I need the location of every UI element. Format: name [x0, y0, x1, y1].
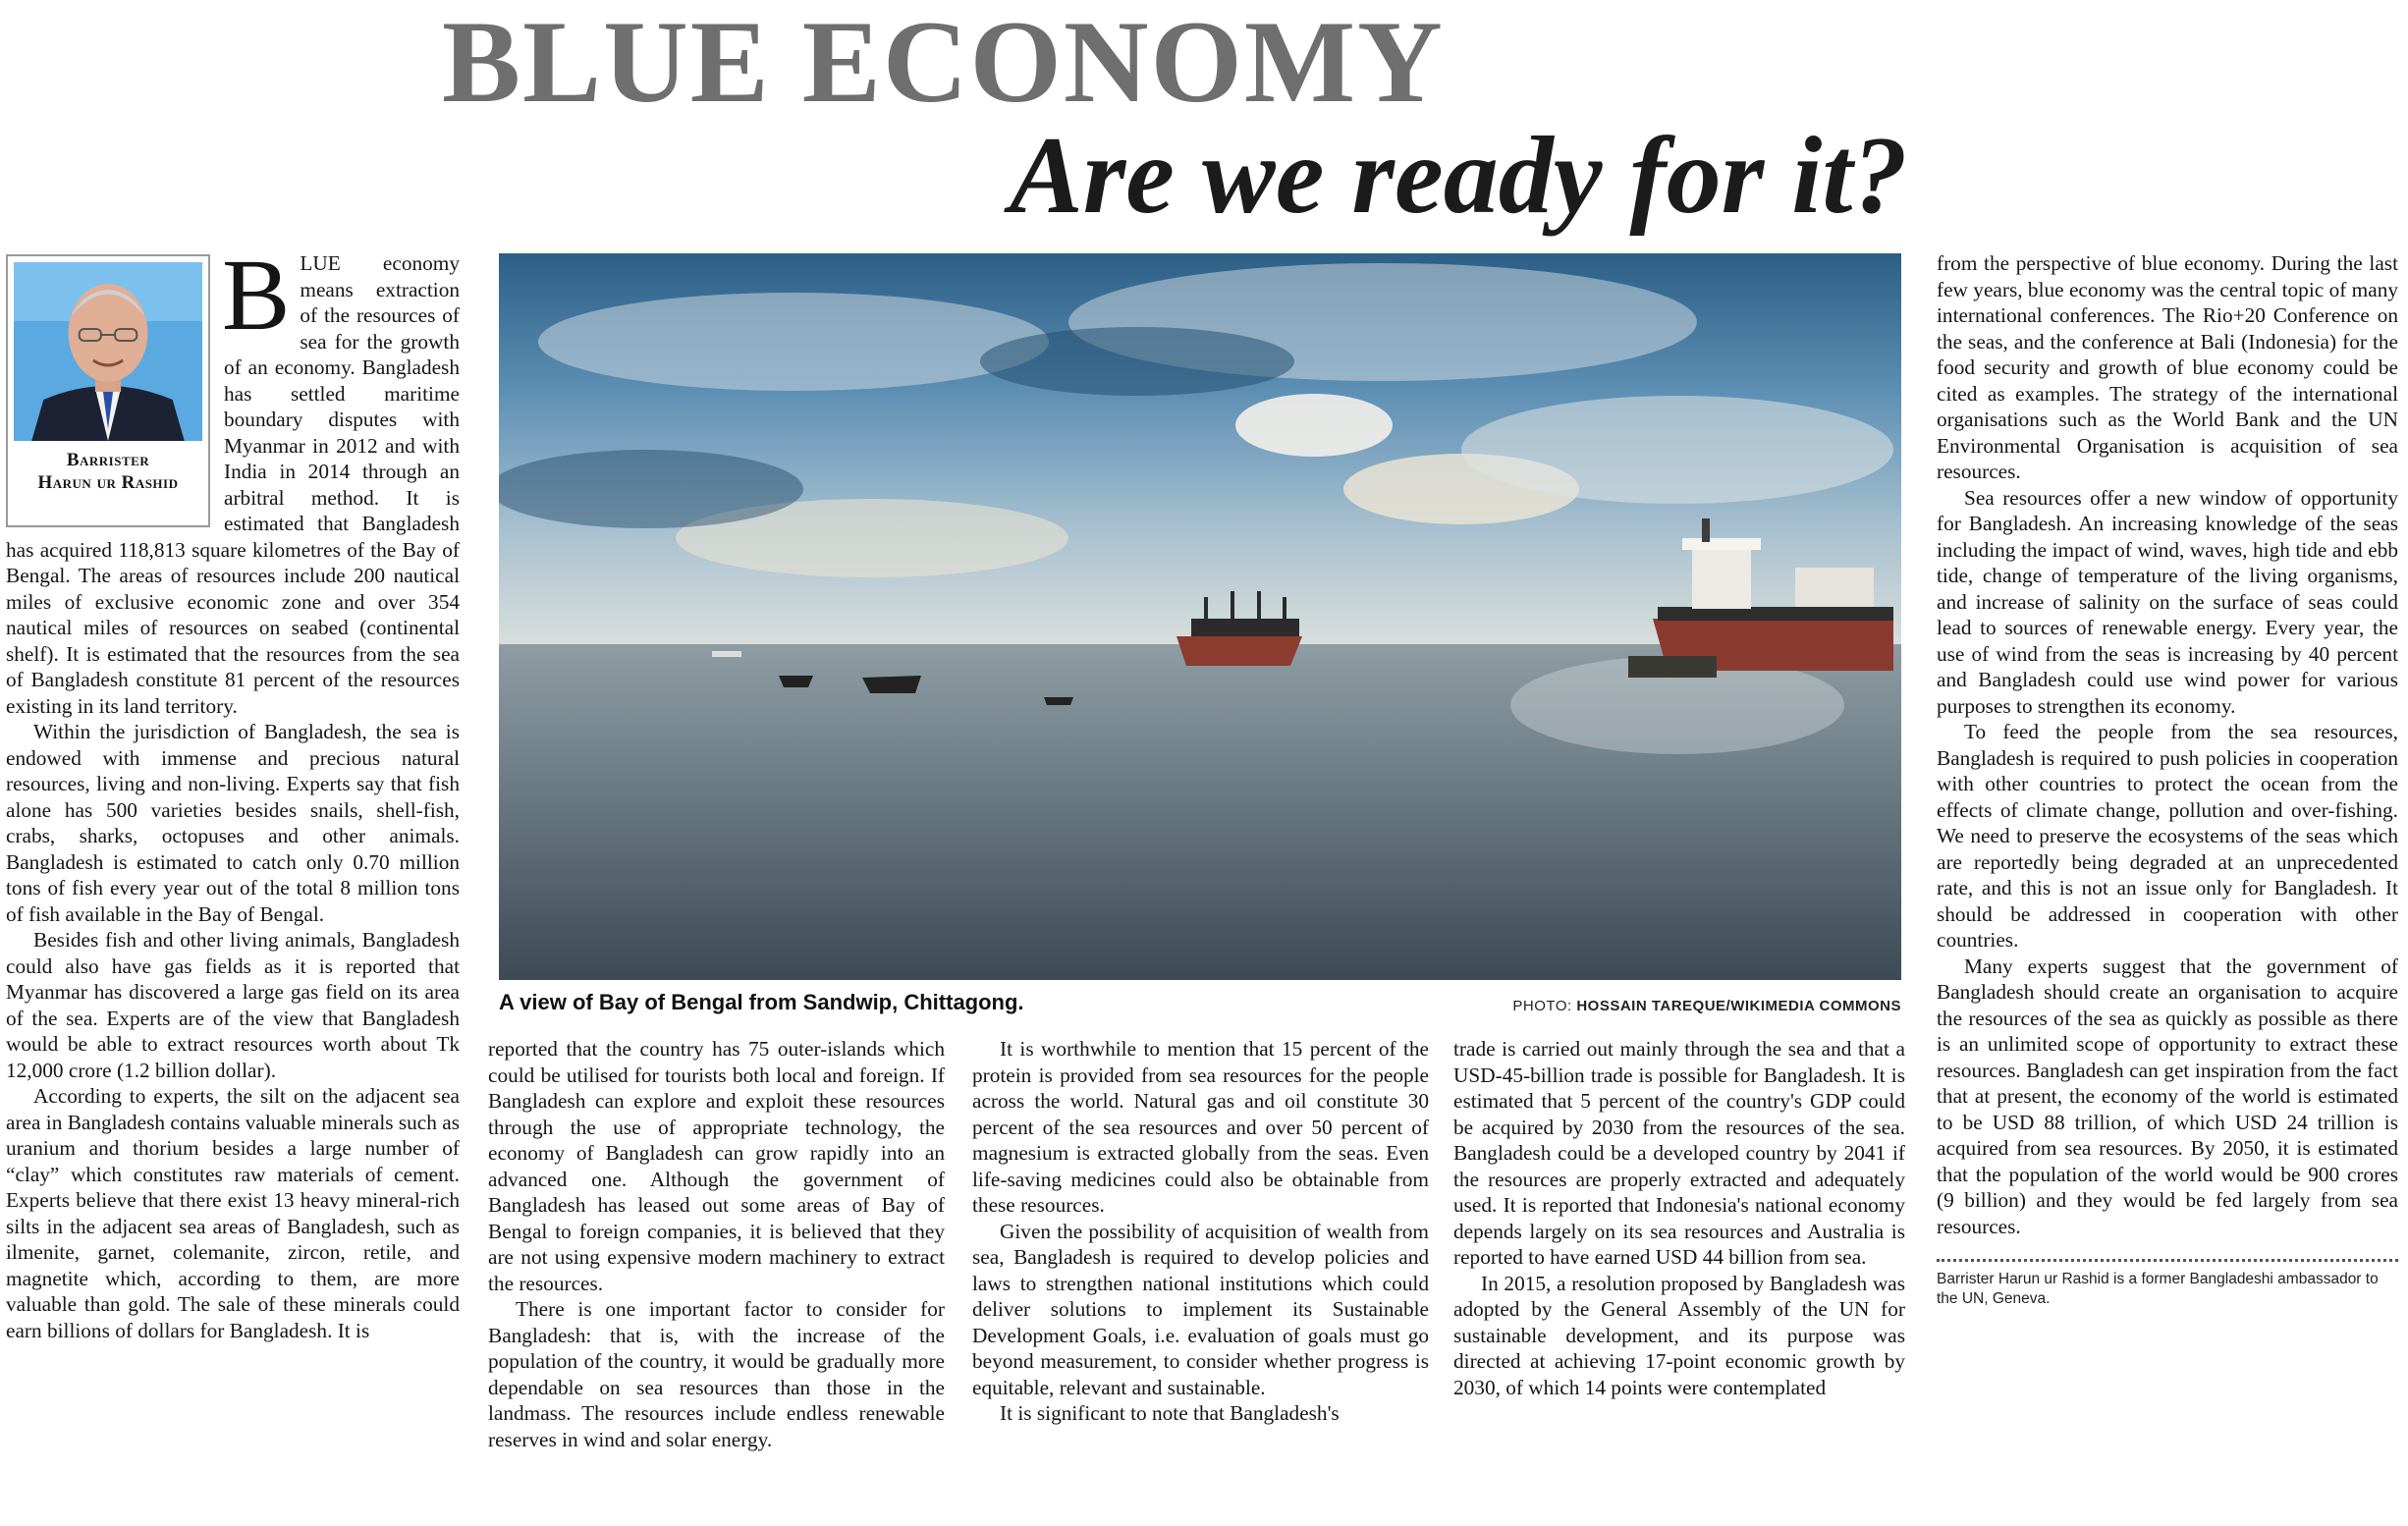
photo-credit [1512, 998, 1901, 1014]
article-column-3 [972, 1036, 1429, 1427]
photo-credit-label: PHOTO: [1512, 998, 1572, 1014]
photo-caption: A view of Bay of Bengal from Sandwip, Chittagong. [499, 990, 1024, 1014]
article-column-2 [488, 1036, 945, 1452]
article-paragraph: According to experts, the silt on the adjacent sea area in Bangladesh contains valuable minerals such as uranium and thorium besides a large number of “clay” which constitutes raw materials of cement. Experts believe that there exist 13 heavy mineral-rich silts in the adjacent sea areas of Bangladesh, such as ilmenite, garnet, colemanite, zircon, retile, and magnetite which, according to them, are more valuable than gold. The sale of these minerals could earn billions of dollars for Bangladesh. It is [6, 1084, 460, 1342]
author-box [6, 254, 210, 527]
article-paragraph: Within the jurisdiction of Bangladesh, the sea is endowed with immense and precious natural resources, living and non-living. Experts say that fish alone has 500 varieties besides snails, shell-fish, crabs, sharks, octopuses and other animals. Bangladesh is estimated to catch only 0.70 million tons of fish every year out of the total 8 million tons of fish available in the Bay of Bengal. [6, 720, 460, 926]
article-paragraph: Given the possibility of acquisition of wealth from sea, Bangladesh is required to develop policies and laws to strengthen national institutions which could deliver solutions to implement its Sustainable Development Goals, i.e. evaluation of goals must go beyond measurement, to consider whether progress is equitable, relevant and sustainable. [972, 1219, 1429, 1399]
author-bio: Barrister Harun ur Rashid is a former Bangladeshi ambassador to the UN, Geneva. [1937, 1271, 2379, 1307]
kicker-title: BLUE ECONOMY [442, 0, 1445, 127]
article-column-4 [1453, 1036, 1905, 1400]
sea-photo [499, 253, 1901, 980]
article-paragraph: In 2015, a resolution proposed by Bangladesh was adopted by the General Assembly of the UN for sustainable development, and its purpose was directed at achieving 17-point economic growth by 2030, of which 14 points were contemplated [1453, 1271, 1905, 1399]
article-column-1 [6, 239, 460, 1343]
article-paragraph: trade is carried out mainly through the sea and that a USD-45-billion trade is possible for Bangladesh. It is estimated that 5 percent of the country's GDP could be acquired by 2030 from the resources of the sea. Bangladesh could be a developed country by 2041 if the resources are properly extracted and adequately used. It is reported that Indonesia's national economy depends largely on its sea resources and Australia is reported to have earned USD 44 billion from sea. [1453, 1037, 1905, 1269]
article-paragraph-text: LUE economy means extraction of the resources of sea for the growth of an economy. Bangladesh has settled maritime boundary disputes with Myanmar in 2012 and with India in 2014 through an arbitral method. It is estimated that Bangladesh has acquired 118,813 square kilometres of the Bay of Bengal. The areas of resources include 200 nautical miles of exclusive economic zone and over 354 nautical miles of resources on seabed (continental shelf). It is estimated that the resources from the sea of Bangladesh constitute 81 percent of the resources existing in its land territory. [6, 251, 460, 718]
author-portrait [14, 262, 202, 441]
article-paragraph: It is worthwhile to mention that 15 percent of the protein is provided from sea resources for the people across the world. Natural gas and oil constitute 30 percent of the sea resources and over 50 percent of magnesium is extracted globally from the seas. Even life-saving medicines could also be obtainable from these resources. [972, 1037, 1429, 1217]
article-paragraph: To feed the people from the sea resources, Bangladesh is required to push policies in cooperation with other countries to protect the ocean from the effects of climate change, pollution and over-fishing. We need to preserve the ecosystems of the seas which are reportedly being degraded at an unprecedented rate, and this is not an issue only for Bangladesh. It should be addressed in cooperation with other countries. [1937, 720, 2398, 952]
article-column-5 [1937, 250, 2398, 1309]
article-paragraph: reported that the country has 75 outer-islands which could be utilised for tourists both local and foreign. If Bangladesh can explore and exploit these resources through the use of appropriate technology, the economy of Bangladesh can grow rapidly into an advanced one. Although the government of Bangladesh has leased out some areas of Bay of Bengal to foreign companies, it is believed that they are not using expensive modern machinery to extract the resources. [488, 1037, 945, 1295]
article-paragraph: Many experts suggest that the government of Bangladesh should create an organisation to acquire the resources of the sea as quickly as possible as there is an unlimited scope of opportunity to extract these resources. Bangladesh can get inspiration from the fact that at present, the economy of the world is estimated to be USD 88 trillion, of which USD 24 trillion is acquired from sea resources. By 2050, it is estimated that the population of the world would be 900 crores (9 billion) and they would be fed largely from sea resources. [1937, 954, 2398, 1238]
article-paragraph: from the perspective of blue economy. During the last few years, blue economy was the central topic of many international conferences. The Rio+20 Conference on the seas, and the conference at Bali (Indonesia) for the food security and growth of blue economy could be cited as examples. The strategy of the international organisations such as the World Bank and the UN Environmental Organisation is acquisition of sea resources. [1937, 251, 2398, 483]
bio-divider [1937, 1259, 2398, 1262]
photo-credit-name: HOSSAIN TAREQUE/WIKIMEDIA COMMONS [1576, 998, 1901, 1014]
article-paragraph: It is significant to note that Bangladesh's [1000, 1401, 1340, 1425]
article-paragraph: Besides fish and other living animals, Bangladesh could also have gas fields as it is reported that Myanmar has discovered a large gas field on its area of the sea. Experts are of the view that Bangladesh would be able to extract resources worth about Tk 12,000 crore (1.2 billion dollar). [6, 928, 460, 1082]
author-name: Harun ur Rashid [37, 472, 179, 493]
article-paragraph: Sea resources offer a new window of opportunity for Bangladesh. An increasing knowledge of the seas including the impact of wind, waves, high tide and ebb tide, change of temperature of the living organisms, and increase of salinity on the surface of seas could lead to sources of renewable energy. Every year, the use of wind from the seas is increasing by 40 percent and Bangladesh could use wind power for various purposes to strengthen its economy. [1937, 485, 2398, 718]
drop-cap: B [222, 239, 291, 352]
headline: Are we ready for it? [1010, 115, 1908, 237]
article-paragraph: There is one important factor to consider for Bangladesh: that is, with the increase of the population of the country, it would be gradually more dependable on sea resources than those in the landmass. The resources include endless renewable reserves in wind and solar energy. [488, 1297, 945, 1451]
author-title: Barrister [66, 450, 150, 470]
